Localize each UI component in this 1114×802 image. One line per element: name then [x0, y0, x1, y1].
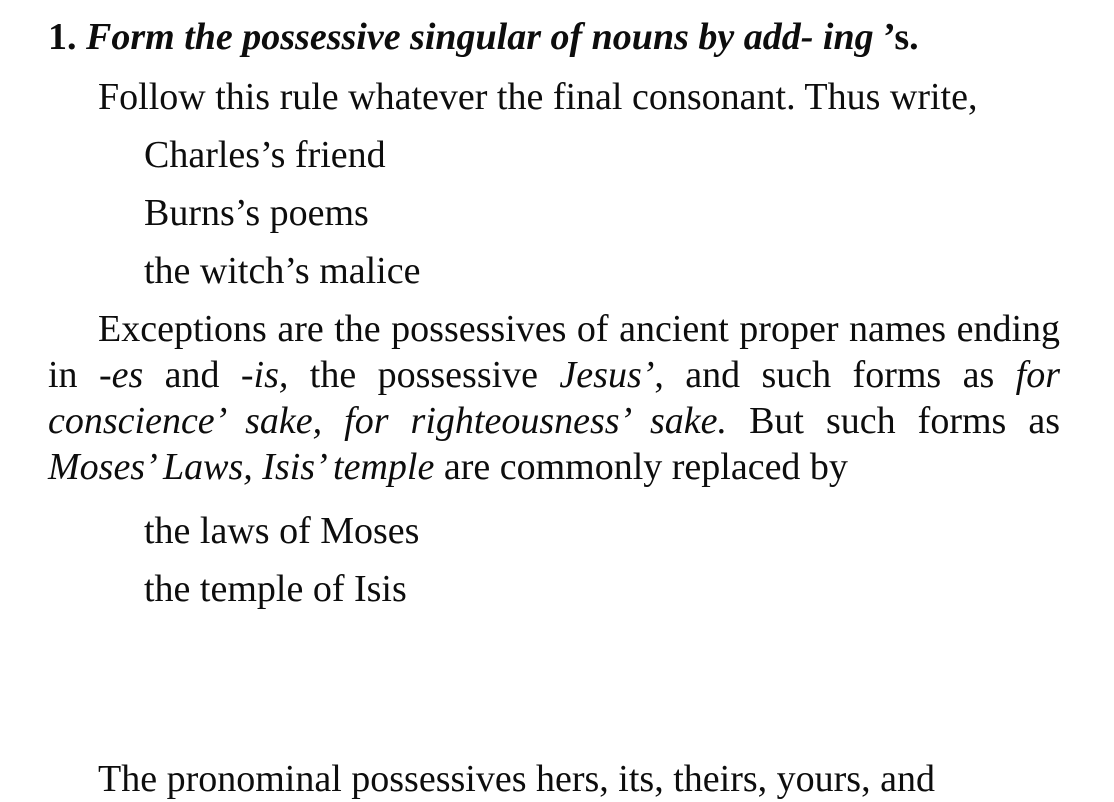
text-run: and	[143, 354, 241, 396]
paragraph-exceptions	[48, 306, 1060, 490]
example-list-replacements	[48, 508, 1060, 612]
italic-run: -is,	[240, 354, 289, 396]
text-run: , and such forms as	[654, 354, 1016, 396]
italic-run: for conscience’ sake, for righteousness’ sake.	[48, 354, 1060, 442]
text-run: But such forms as	[727, 400, 1060, 442]
text-run: are commonly replaced by	[434, 446, 848, 488]
rule-number: 1.	[48, 16, 77, 58]
text-run: Exceptions are the possessives of ancient proper names ending in	[48, 308, 1060, 396]
example-list-possessives	[48, 132, 1060, 294]
page-content	[48, 14, 1060, 624]
text-run: the possessive	[288, 354, 560, 396]
example-item: the laws of Moses	[144, 510, 420, 552]
example-item: Burns’s poems	[144, 192, 369, 234]
rule-suffix: ’s.	[883, 16, 919, 58]
example-item: the witch’s malice	[144, 250, 421, 292]
italic-run: Jesus’	[559, 354, 655, 396]
italic-run: -es	[98, 354, 144, 396]
paragraph-rule-explanation: Follow this rule whatever the final consonant. Thus write,	[98, 76, 978, 118]
italic-run: Moses’ Laws, Isis’ temple	[48, 446, 435, 488]
example-item: the temple of Isis	[144, 568, 407, 610]
rule-text: Form the possessive singular of nouns by add-	[86, 16, 814, 58]
rule-heading	[48, 14, 1060, 60]
rule-text-continued: ing	[822, 16, 874, 58]
cut-off-line: The pronominal possessives hers, its, theirs, yours, and	[98, 758, 935, 800]
example-item: Charles’s friend	[144, 134, 386, 176]
